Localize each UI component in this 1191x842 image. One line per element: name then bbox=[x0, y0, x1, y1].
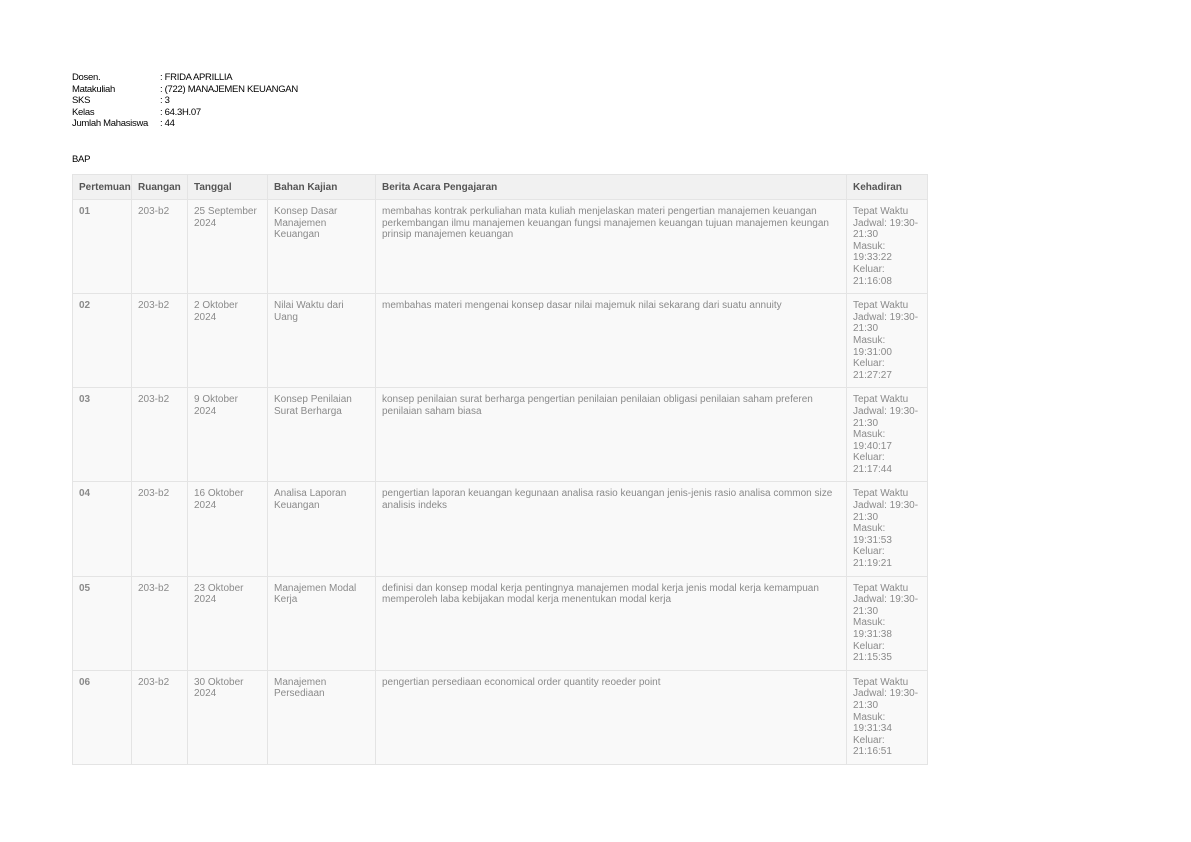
column-header-kehadiran: Kehadiran bbox=[847, 175, 928, 200]
cell-bahan-kajian: Nilai Waktu dari Uang bbox=[268, 294, 376, 388]
cell-pertemuan: 06 bbox=[73, 670, 132, 764]
table-row bbox=[73, 200, 928, 294]
kehadiran-masuk: Masuk: 19:31:34 bbox=[853, 711, 892, 735]
section-title: BAP bbox=[72, 154, 91, 165]
kehadiran-masuk: Masuk: 19:31:00 bbox=[853, 334, 892, 358]
info-row-dosen bbox=[72, 72, 298, 84]
cell-bahan-kajian: Manajemen Modal Kerja bbox=[268, 576, 376, 670]
cell-bahan-kajian: Analisa Laporan Keuangan bbox=[268, 482, 376, 576]
table-row bbox=[73, 670, 928, 764]
cell-berita-acara: membahas kontrak perkuliahan mata kuliah menjelaskan materi pengertian manajemen keuangan perkembangan ilmu manajemen keuangan fungsi manajemen keuangan tujuan manajemen keungan prinsip manajemen keuangan bbox=[376, 200, 847, 294]
info-value: : 3 bbox=[160, 95, 170, 106]
kehadiran-keluar: Keluar: 21:19:21 bbox=[853, 546, 892, 570]
cell-bahan-kajian: Konsep Penilaian Surat Berharga bbox=[268, 388, 376, 482]
cell-tanggal: 16 Oktober 2024 bbox=[188, 482, 268, 576]
info-row-jumlah-mahasiswa bbox=[72, 118, 298, 130]
course-info bbox=[72, 72, 298, 130]
kehadiran-masuk: Masuk: 19:40:17 bbox=[853, 429, 892, 452]
kehadiran-jadwal: Jadwal: 19:30-21:30 bbox=[853, 688, 919, 711]
kehadiran-status: Tepat Waktu bbox=[853, 582, 909, 594]
column-header-pertemuan: Pertemuan bbox=[73, 175, 132, 200]
cell-ruangan: 203-b2 bbox=[132, 388, 188, 482]
column-header-ruangan: Ruangan bbox=[132, 175, 188, 200]
info-row-sks bbox=[72, 95, 298, 107]
kehadiran-jadwal: Jadwal: 19:30-21:30 bbox=[853, 594, 919, 617]
kehadiran-jadwal: Jadwal: 19:30-21:30 bbox=[853, 217, 919, 241]
cell-kehadiran bbox=[847, 200, 928, 294]
info-value: : 64.3H.07 bbox=[160, 106, 201, 118]
cell-ruangan: 203-b2 bbox=[132, 670, 188, 764]
kehadiran-masuk: Masuk: 19:33:22 bbox=[853, 240, 892, 264]
column-header-bahan-kajian: Bahan Kajian bbox=[268, 175, 376, 200]
kehadiran-masuk: Masuk: 19:31:53 bbox=[853, 523, 892, 546]
cell-tanggal: 2 Oktober 2024 bbox=[188, 294, 268, 388]
cell-pertemuan: 03 bbox=[73, 388, 132, 482]
kehadiran-status: Tepat Waktu bbox=[853, 300, 909, 312]
cell-berita-acara: definisi dan konsep modal kerja pentingnya manajemen modal kerja jenis modal kerja kemampuan memperoleh laba kebijakan modal kerja menentukan modal kerja bbox=[376, 576, 847, 670]
cell-berita-acara: pengertian laporan keuangan kegunaan analisa rasio keuangan jenis-jenis rasio analisa common size analisis indeks bbox=[376, 482, 847, 576]
cell-pertemuan: 02 bbox=[73, 294, 132, 388]
cell-kehadiran bbox=[847, 482, 928, 576]
cell-ruangan: 203-b2 bbox=[132, 482, 188, 576]
info-label: Matakuliah bbox=[72, 83, 115, 95]
cell-ruangan: 203-b2 bbox=[132, 294, 188, 388]
cell-tanggal: 30 Oktober 2024 bbox=[188, 670, 268, 764]
info-value: : (722) MANAJEMEN KEUANGAN bbox=[160, 83, 298, 95]
kehadiran-jadwal: Jadwal: 19:30-21:30 bbox=[853, 311, 919, 335]
bap-table bbox=[72, 174, 928, 765]
info-label: Jumlah Mahasiswa bbox=[72, 118, 148, 129]
table-row bbox=[73, 576, 928, 670]
column-header-berita-acara: Berita Acara Pengajaran bbox=[376, 175, 847, 200]
table-row bbox=[73, 294, 928, 388]
cell-berita-acara: pengertian persediaan economical order quantity reoeder point bbox=[376, 670, 847, 764]
kehadiran-keluar: Keluar: 21:27:27 bbox=[853, 358, 892, 381]
cell-kehadiran bbox=[847, 294, 928, 388]
column-header-tanggal: Tanggal bbox=[188, 175, 268, 200]
cell-tanggal: 23 Oktober 2024 bbox=[188, 576, 268, 670]
cell-tanggal: 9 Oktober 2024 bbox=[188, 388, 268, 482]
cell-bahan-kajian: Manajemen Persediaan bbox=[268, 670, 376, 764]
cell-ruangan: 203-b2 bbox=[132, 200, 188, 294]
cell-kehadiran bbox=[847, 670, 928, 764]
cell-bahan-kajian: Konsep Dasar Manajemen Keuangan bbox=[268, 200, 376, 294]
kehadiran-keluar: Keluar: 21:17:44 bbox=[853, 452, 892, 475]
kehadiran-keluar: Keluar: 21:16:08 bbox=[853, 263, 892, 287]
cell-berita-acara: membahas materi mengenai konsep dasar nilai majemuk nilai sekarang dari suatu annuity bbox=[376, 294, 847, 388]
kehadiran-jadwal: Jadwal: 19:30-21:30 bbox=[853, 405, 919, 429]
kehadiran-jadwal: Jadwal: 19:30-21:30 bbox=[853, 500, 919, 523]
kehadiran-keluar: Keluar: 21:15:35 bbox=[853, 640, 892, 664]
info-label: Kelas bbox=[72, 106, 95, 118]
kehadiran-masuk: Masuk: 19:31:38 bbox=[853, 617, 892, 640]
kehadiran-status: Tepat Waktu bbox=[853, 206, 909, 217]
kehadiran-status: Tepat Waktu bbox=[853, 676, 909, 688]
cell-tanggal: 25 September 2024 bbox=[188, 200, 268, 294]
cell-kehadiran bbox=[847, 388, 928, 482]
cell-pertemuan: 01 bbox=[73, 200, 132, 294]
cell-pertemuan: 05 bbox=[73, 576, 132, 670]
info-row-matakuliah bbox=[72, 84, 298, 96]
info-label: SKS bbox=[72, 95, 91, 106]
kehadiran-status: Tepat Waktu bbox=[853, 488, 909, 500]
cell-pertemuan: 04 bbox=[73, 482, 132, 576]
cell-kehadiran bbox=[847, 576, 928, 670]
kehadiran-keluar: Keluar: 21:16:51 bbox=[853, 734, 892, 758]
info-row-kelas bbox=[72, 107, 298, 119]
info-label: Dosen. bbox=[72, 72, 101, 83]
kehadiran-status: Tepat Waktu bbox=[853, 394, 909, 406]
cell-ruangan: 203-b2 bbox=[132, 576, 188, 670]
table-row bbox=[73, 482, 928, 576]
table-row bbox=[73, 388, 928, 482]
info-value: : 44 bbox=[160, 118, 175, 129]
info-value: : FRIDA APRILLIA bbox=[160, 72, 233, 83]
cell-berita-acara: konsep penilaian surat berharga pengertian penilaian penilaian obligasi penilaian saham preferen penilaian saham biasa bbox=[376, 388, 847, 482]
table-header-row bbox=[73, 175, 928, 200]
